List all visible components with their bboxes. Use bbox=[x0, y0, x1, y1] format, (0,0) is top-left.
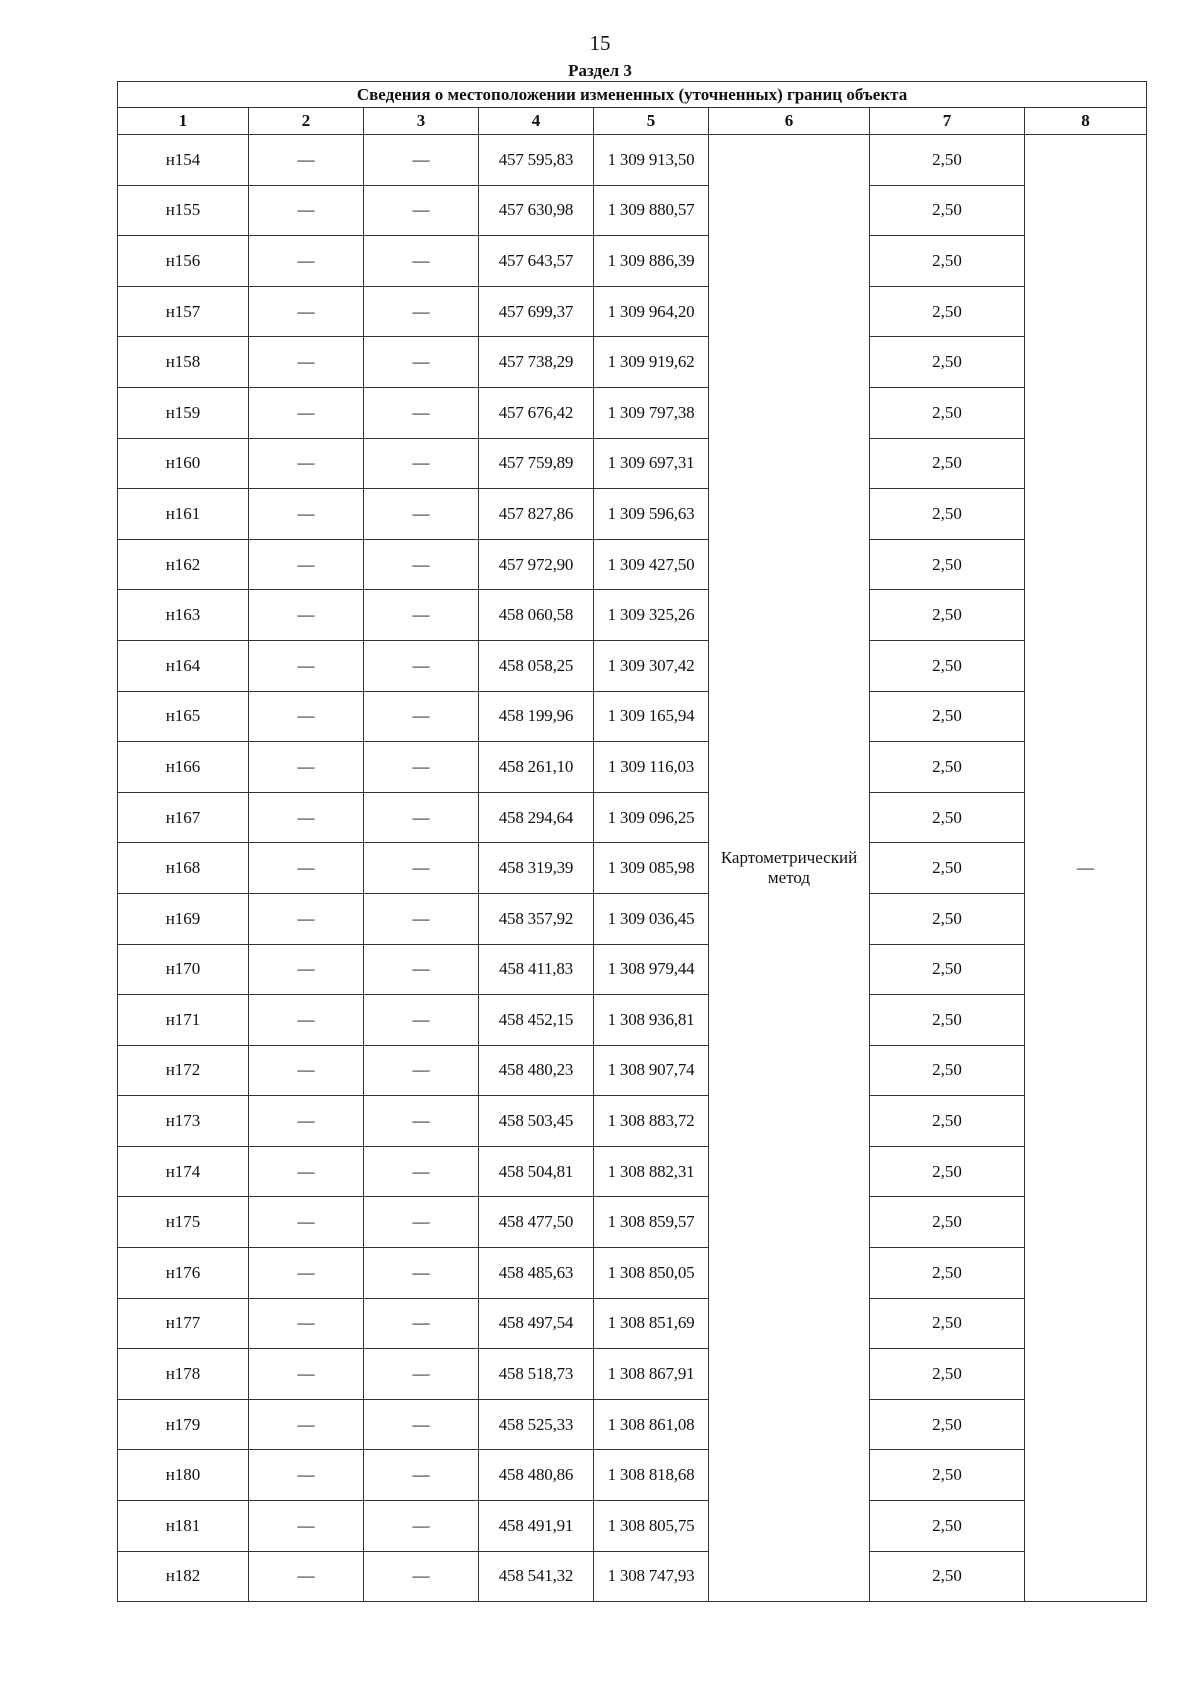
x-coordinate-cell: 457 738,29 bbox=[479, 337, 594, 388]
precision-cell: 2,50 bbox=[870, 387, 1025, 438]
col3-cell: — bbox=[364, 1045, 479, 1096]
y-coordinate-cell: 1 308 805,75 bbox=[594, 1501, 709, 1552]
table-row bbox=[118, 944, 1147, 995]
col3-cell: — bbox=[364, 1399, 479, 1450]
precision-cell: 2,50 bbox=[870, 1146, 1025, 1197]
col2-cell: — bbox=[249, 286, 364, 337]
table-row bbox=[118, 387, 1147, 438]
table-row bbox=[118, 691, 1147, 742]
x-coordinate-cell: 457 676,42 bbox=[479, 387, 594, 438]
point-name-cell: н154 bbox=[118, 135, 249, 186]
x-coordinate-cell: 458 199,96 bbox=[479, 691, 594, 742]
col2-cell: — bbox=[249, 1450, 364, 1501]
col3-cell: — bbox=[364, 337, 479, 388]
point-name-cell: н172 bbox=[118, 1045, 249, 1096]
column-number-8: 8 bbox=[1025, 108, 1147, 135]
x-coordinate-cell: 458 452,15 bbox=[479, 995, 594, 1046]
col3-cell: — bbox=[364, 1298, 479, 1349]
precision-cell: 2,50 bbox=[870, 1248, 1025, 1299]
precision-cell: 2,50 bbox=[870, 1551, 1025, 1602]
y-coordinate-cell: 1 309 964,20 bbox=[594, 286, 709, 337]
x-coordinate-cell: 457 972,90 bbox=[479, 539, 594, 590]
table-row bbox=[118, 539, 1147, 590]
col3-cell: — bbox=[364, 185, 479, 236]
x-coordinate-cell: 458 294,64 bbox=[479, 792, 594, 843]
y-coordinate-cell: 1 308 867,91 bbox=[594, 1349, 709, 1400]
y-coordinate-cell: 1 309 036,45 bbox=[594, 893, 709, 944]
table-row bbox=[118, 135, 1147, 186]
col2-cell: — bbox=[249, 438, 364, 489]
precision-cell: 2,50 bbox=[870, 944, 1025, 995]
col3-cell: — bbox=[364, 944, 479, 995]
x-coordinate-cell: 457 630,98 bbox=[479, 185, 594, 236]
point-name-cell: н155 bbox=[118, 185, 249, 236]
table-row bbox=[118, 1096, 1147, 1147]
y-coordinate-cell: 1 308 936,81 bbox=[594, 995, 709, 1046]
precision-cell: 2,50 bbox=[870, 286, 1025, 337]
precision-cell: 2,50 bbox=[870, 1450, 1025, 1501]
y-coordinate-cell: 1 308 861,08 bbox=[594, 1399, 709, 1450]
col2-cell: — bbox=[249, 995, 364, 1046]
y-coordinate-cell: 1 309 880,57 bbox=[594, 185, 709, 236]
x-coordinate-cell: 458 477,50 bbox=[479, 1197, 594, 1248]
col2-cell: — bbox=[249, 1298, 364, 1349]
precision-cell: 2,50 bbox=[870, 337, 1025, 388]
col2-cell: — bbox=[249, 236, 364, 287]
table-row bbox=[118, 1399, 1147, 1450]
y-coordinate-cell: 1 309 165,94 bbox=[594, 691, 709, 742]
x-coordinate-cell: 458 319,39 bbox=[479, 843, 594, 894]
precision-cell: 2,50 bbox=[870, 1045, 1025, 1096]
column-number-row bbox=[118, 108, 1147, 135]
col2-cell: — bbox=[249, 944, 364, 995]
col3-cell: — bbox=[364, 489, 479, 540]
point-name-cell: н157 bbox=[118, 286, 249, 337]
table-row bbox=[118, 236, 1147, 287]
y-coordinate-cell: 1 308 883,72 bbox=[594, 1096, 709, 1147]
col3-cell: — bbox=[364, 438, 479, 489]
point-name-cell: н168 bbox=[118, 843, 249, 894]
precision-cell: 2,50 bbox=[870, 843, 1025, 894]
precision-cell: 2,50 bbox=[870, 893, 1025, 944]
precision-cell: 2,50 bbox=[870, 1298, 1025, 1349]
precision-cell: 2,50 bbox=[870, 1399, 1025, 1450]
precision-cell: 2,50 bbox=[870, 489, 1025, 540]
precision-cell: 2,50 bbox=[870, 691, 1025, 742]
precision-cell: 2,50 bbox=[870, 995, 1025, 1046]
point-name-cell: н176 bbox=[118, 1248, 249, 1299]
y-coordinate-cell: 1 309 797,38 bbox=[594, 387, 709, 438]
col2-cell: — bbox=[249, 893, 364, 944]
col2-cell: — bbox=[249, 185, 364, 236]
table-row bbox=[118, 1197, 1147, 1248]
table-row bbox=[118, 1551, 1147, 1602]
precision-cell: 2,50 bbox=[870, 1197, 1025, 1248]
x-coordinate-cell: 458 497,54 bbox=[479, 1298, 594, 1349]
table-row bbox=[118, 1045, 1147, 1096]
col2-cell: — bbox=[249, 1399, 364, 1450]
col2-cell: — bbox=[249, 489, 364, 540]
col3-cell: — bbox=[364, 539, 479, 590]
column-number-3: 3 bbox=[364, 108, 479, 135]
y-coordinate-cell: 1 308 882,31 bbox=[594, 1146, 709, 1197]
col8-cell: — bbox=[1025, 135, 1147, 1602]
table-row bbox=[118, 438, 1147, 489]
precision-cell: 2,50 bbox=[870, 742, 1025, 793]
column-number-6: 6 bbox=[709, 108, 870, 135]
x-coordinate-cell: 458 060,58 bbox=[479, 590, 594, 641]
col2-cell: — bbox=[249, 640, 364, 691]
col3-cell: — bbox=[364, 590, 479, 641]
table-row bbox=[118, 590, 1147, 641]
x-coordinate-cell: 458 058,25 bbox=[479, 640, 594, 691]
col3-cell: — bbox=[364, 792, 479, 843]
col2-cell: — bbox=[249, 843, 364, 894]
col3-cell: — bbox=[364, 995, 479, 1046]
y-coordinate-cell: 1 309 307,42 bbox=[594, 640, 709, 691]
y-coordinate-cell: 1 308 979,44 bbox=[594, 944, 709, 995]
y-coordinate-cell: 1 308 818,68 bbox=[594, 1450, 709, 1501]
column-number-5: 5 bbox=[594, 108, 709, 135]
col2-cell: — bbox=[249, 742, 364, 793]
col2-cell: — bbox=[249, 590, 364, 641]
x-coordinate-cell: 457 643,57 bbox=[479, 236, 594, 287]
col3-cell: — bbox=[364, 1096, 479, 1147]
point-name-cell: н182 bbox=[118, 1551, 249, 1602]
col2-cell: — bbox=[249, 135, 364, 186]
x-coordinate-cell: 458 480,23 bbox=[479, 1045, 594, 1096]
point-name-cell: н181 bbox=[118, 1501, 249, 1552]
x-coordinate-cell: 457 827,86 bbox=[479, 489, 594, 540]
table-row bbox=[118, 995, 1147, 1046]
point-name-cell: н161 bbox=[118, 489, 249, 540]
precision-cell: 2,50 bbox=[870, 1096, 1025, 1147]
precision-cell: 2,50 bbox=[870, 792, 1025, 843]
table-row bbox=[118, 286, 1147, 337]
x-coordinate-cell: 458 261,10 bbox=[479, 742, 594, 793]
x-coordinate-cell: 458 411,83 bbox=[479, 944, 594, 995]
y-coordinate-cell: 1 308 850,05 bbox=[594, 1248, 709, 1299]
point-name-cell: н180 bbox=[118, 1450, 249, 1501]
x-coordinate-cell: 458 357,92 bbox=[479, 893, 594, 944]
col3-cell: — bbox=[364, 1349, 479, 1400]
column-number-7: 7 bbox=[870, 108, 1025, 135]
table-caption: Сведения о местоположении измененных (уточненных) границ объекта bbox=[118, 82, 1147, 108]
point-name-cell: н177 bbox=[118, 1298, 249, 1349]
col3-cell: — bbox=[364, 1248, 479, 1299]
table-row bbox=[118, 185, 1147, 236]
col2-cell: — bbox=[249, 792, 364, 843]
section-title: Раздел 3 bbox=[568, 61, 632, 80]
column-number-2: 2 bbox=[249, 108, 364, 135]
col2-cell: — bbox=[249, 337, 364, 388]
point-name-cell: н162 bbox=[118, 539, 249, 590]
table-row bbox=[118, 1146, 1147, 1197]
table-row bbox=[118, 1248, 1147, 1299]
col2-cell: — bbox=[249, 1045, 364, 1096]
y-coordinate-cell: 1 308 747,93 bbox=[594, 1551, 709, 1602]
col2-cell: — bbox=[249, 387, 364, 438]
col3-cell: — bbox=[364, 1501, 479, 1552]
x-coordinate-cell: 458 504,81 bbox=[479, 1146, 594, 1197]
col2-cell: — bbox=[249, 1551, 364, 1602]
point-name-cell: н164 bbox=[118, 640, 249, 691]
x-coordinate-cell: 458 491,91 bbox=[479, 1501, 594, 1552]
x-coordinate-cell: 458 518,73 bbox=[479, 1349, 594, 1400]
point-name-cell: н156 bbox=[118, 236, 249, 287]
point-name-cell: н178 bbox=[118, 1349, 249, 1400]
table-row bbox=[118, 1349, 1147, 1400]
col2-cell: — bbox=[249, 1197, 364, 1248]
point-name-cell: н174 bbox=[118, 1146, 249, 1197]
col3-cell: — bbox=[364, 236, 479, 287]
x-coordinate-cell: 457 759,89 bbox=[479, 438, 594, 489]
table-row bbox=[118, 1450, 1147, 1501]
point-name-cell: н163 bbox=[118, 590, 249, 641]
y-coordinate-cell: 1 308 851,69 bbox=[594, 1298, 709, 1349]
precision-cell: 2,50 bbox=[870, 539, 1025, 590]
point-name-cell: н159 bbox=[118, 387, 249, 438]
col2-cell: — bbox=[249, 1349, 364, 1400]
x-coordinate-cell: 458 485,63 bbox=[479, 1248, 594, 1299]
col2-cell: — bbox=[249, 691, 364, 742]
point-name-cell: н170 bbox=[118, 944, 249, 995]
col2-cell: — bbox=[249, 1096, 364, 1147]
y-coordinate-cell: 1 309 427,50 bbox=[594, 539, 709, 590]
col3-cell: — bbox=[364, 1146, 479, 1197]
col2-cell: — bbox=[249, 539, 364, 590]
point-name-cell: н169 bbox=[118, 893, 249, 944]
precision-cell: 2,50 bbox=[870, 236, 1025, 287]
precision-cell: 2,50 bbox=[870, 1349, 1025, 1400]
table-row bbox=[118, 1501, 1147, 1552]
table-row bbox=[118, 489, 1147, 540]
y-coordinate-cell: 1 309 116,03 bbox=[594, 742, 709, 793]
precision-cell: 2,50 bbox=[870, 1501, 1025, 1552]
column-number-1: 1 bbox=[118, 108, 249, 135]
table-row bbox=[118, 792, 1147, 843]
x-coordinate-cell: 457 699,37 bbox=[479, 286, 594, 337]
y-coordinate-cell: 1 309 886,39 bbox=[594, 236, 709, 287]
precision-cell: 2,50 bbox=[870, 185, 1025, 236]
col3-cell: — bbox=[364, 893, 479, 944]
point-name-cell: н165 bbox=[118, 691, 249, 742]
point-name-cell: н171 bbox=[118, 995, 249, 1046]
x-coordinate-cell: 458 503,45 bbox=[479, 1096, 594, 1147]
point-name-cell: н158 bbox=[118, 337, 249, 388]
y-coordinate-cell: 1 308 907,74 bbox=[594, 1045, 709, 1096]
x-coordinate-cell: 457 595,83 bbox=[479, 135, 594, 186]
boundary-table bbox=[117, 81, 1147, 1602]
method-cell: Картометрический метод bbox=[709, 135, 870, 1602]
table-row bbox=[118, 640, 1147, 691]
table-row bbox=[118, 843, 1147, 894]
y-coordinate-cell: 1 309 325,26 bbox=[594, 590, 709, 641]
point-name-cell: н160 bbox=[118, 438, 249, 489]
table-body bbox=[118, 135, 1147, 1602]
table-row bbox=[118, 893, 1147, 944]
y-coordinate-cell: 1 309 697,31 bbox=[594, 438, 709, 489]
point-name-cell: н167 bbox=[118, 792, 249, 843]
col2-cell: — bbox=[249, 1248, 364, 1299]
y-coordinate-cell: 1 309 096,25 bbox=[594, 792, 709, 843]
point-name-cell: н175 bbox=[118, 1197, 249, 1248]
col3-cell: — bbox=[364, 1197, 479, 1248]
col3-cell: — bbox=[364, 135, 479, 186]
y-coordinate-cell: 1 309 596,63 bbox=[594, 489, 709, 540]
precision-cell: 2,50 bbox=[870, 135, 1025, 186]
col3-cell: — bbox=[364, 742, 479, 793]
y-coordinate-cell: 1 309 913,50 bbox=[594, 135, 709, 186]
x-coordinate-cell: 458 525,33 bbox=[479, 1399, 594, 1450]
point-name-cell: н179 bbox=[118, 1399, 249, 1450]
x-coordinate-cell: 458 480,86 bbox=[479, 1450, 594, 1501]
col3-cell: — bbox=[364, 387, 479, 438]
col3-cell: — bbox=[364, 286, 479, 337]
precision-cell: 2,50 bbox=[870, 640, 1025, 691]
precision-cell: 2,50 bbox=[870, 590, 1025, 641]
y-coordinate-cell: 1 309 085,98 bbox=[594, 843, 709, 894]
table-row bbox=[118, 1298, 1147, 1349]
col3-cell: — bbox=[364, 1450, 479, 1501]
table-row bbox=[118, 742, 1147, 793]
column-number-4: 4 bbox=[479, 108, 594, 135]
col3-cell: — bbox=[364, 1551, 479, 1602]
page-number: 15 bbox=[589, 31, 611, 55]
col3-cell: — bbox=[364, 691, 479, 742]
y-coordinate-cell: 1 309 919,62 bbox=[594, 337, 709, 388]
col2-cell: — bbox=[249, 1501, 364, 1552]
col2-cell: — bbox=[249, 1146, 364, 1197]
point-name-cell: н166 bbox=[118, 742, 249, 793]
y-coordinate-cell: 1 308 859,57 bbox=[594, 1197, 709, 1248]
col3-cell: — bbox=[364, 640, 479, 691]
table-row bbox=[118, 337, 1147, 388]
precision-cell: 2,50 bbox=[870, 438, 1025, 489]
x-coordinate-cell: 458 541,32 bbox=[479, 1551, 594, 1602]
col3-cell: — bbox=[364, 843, 479, 894]
point-name-cell: н173 bbox=[118, 1096, 249, 1147]
